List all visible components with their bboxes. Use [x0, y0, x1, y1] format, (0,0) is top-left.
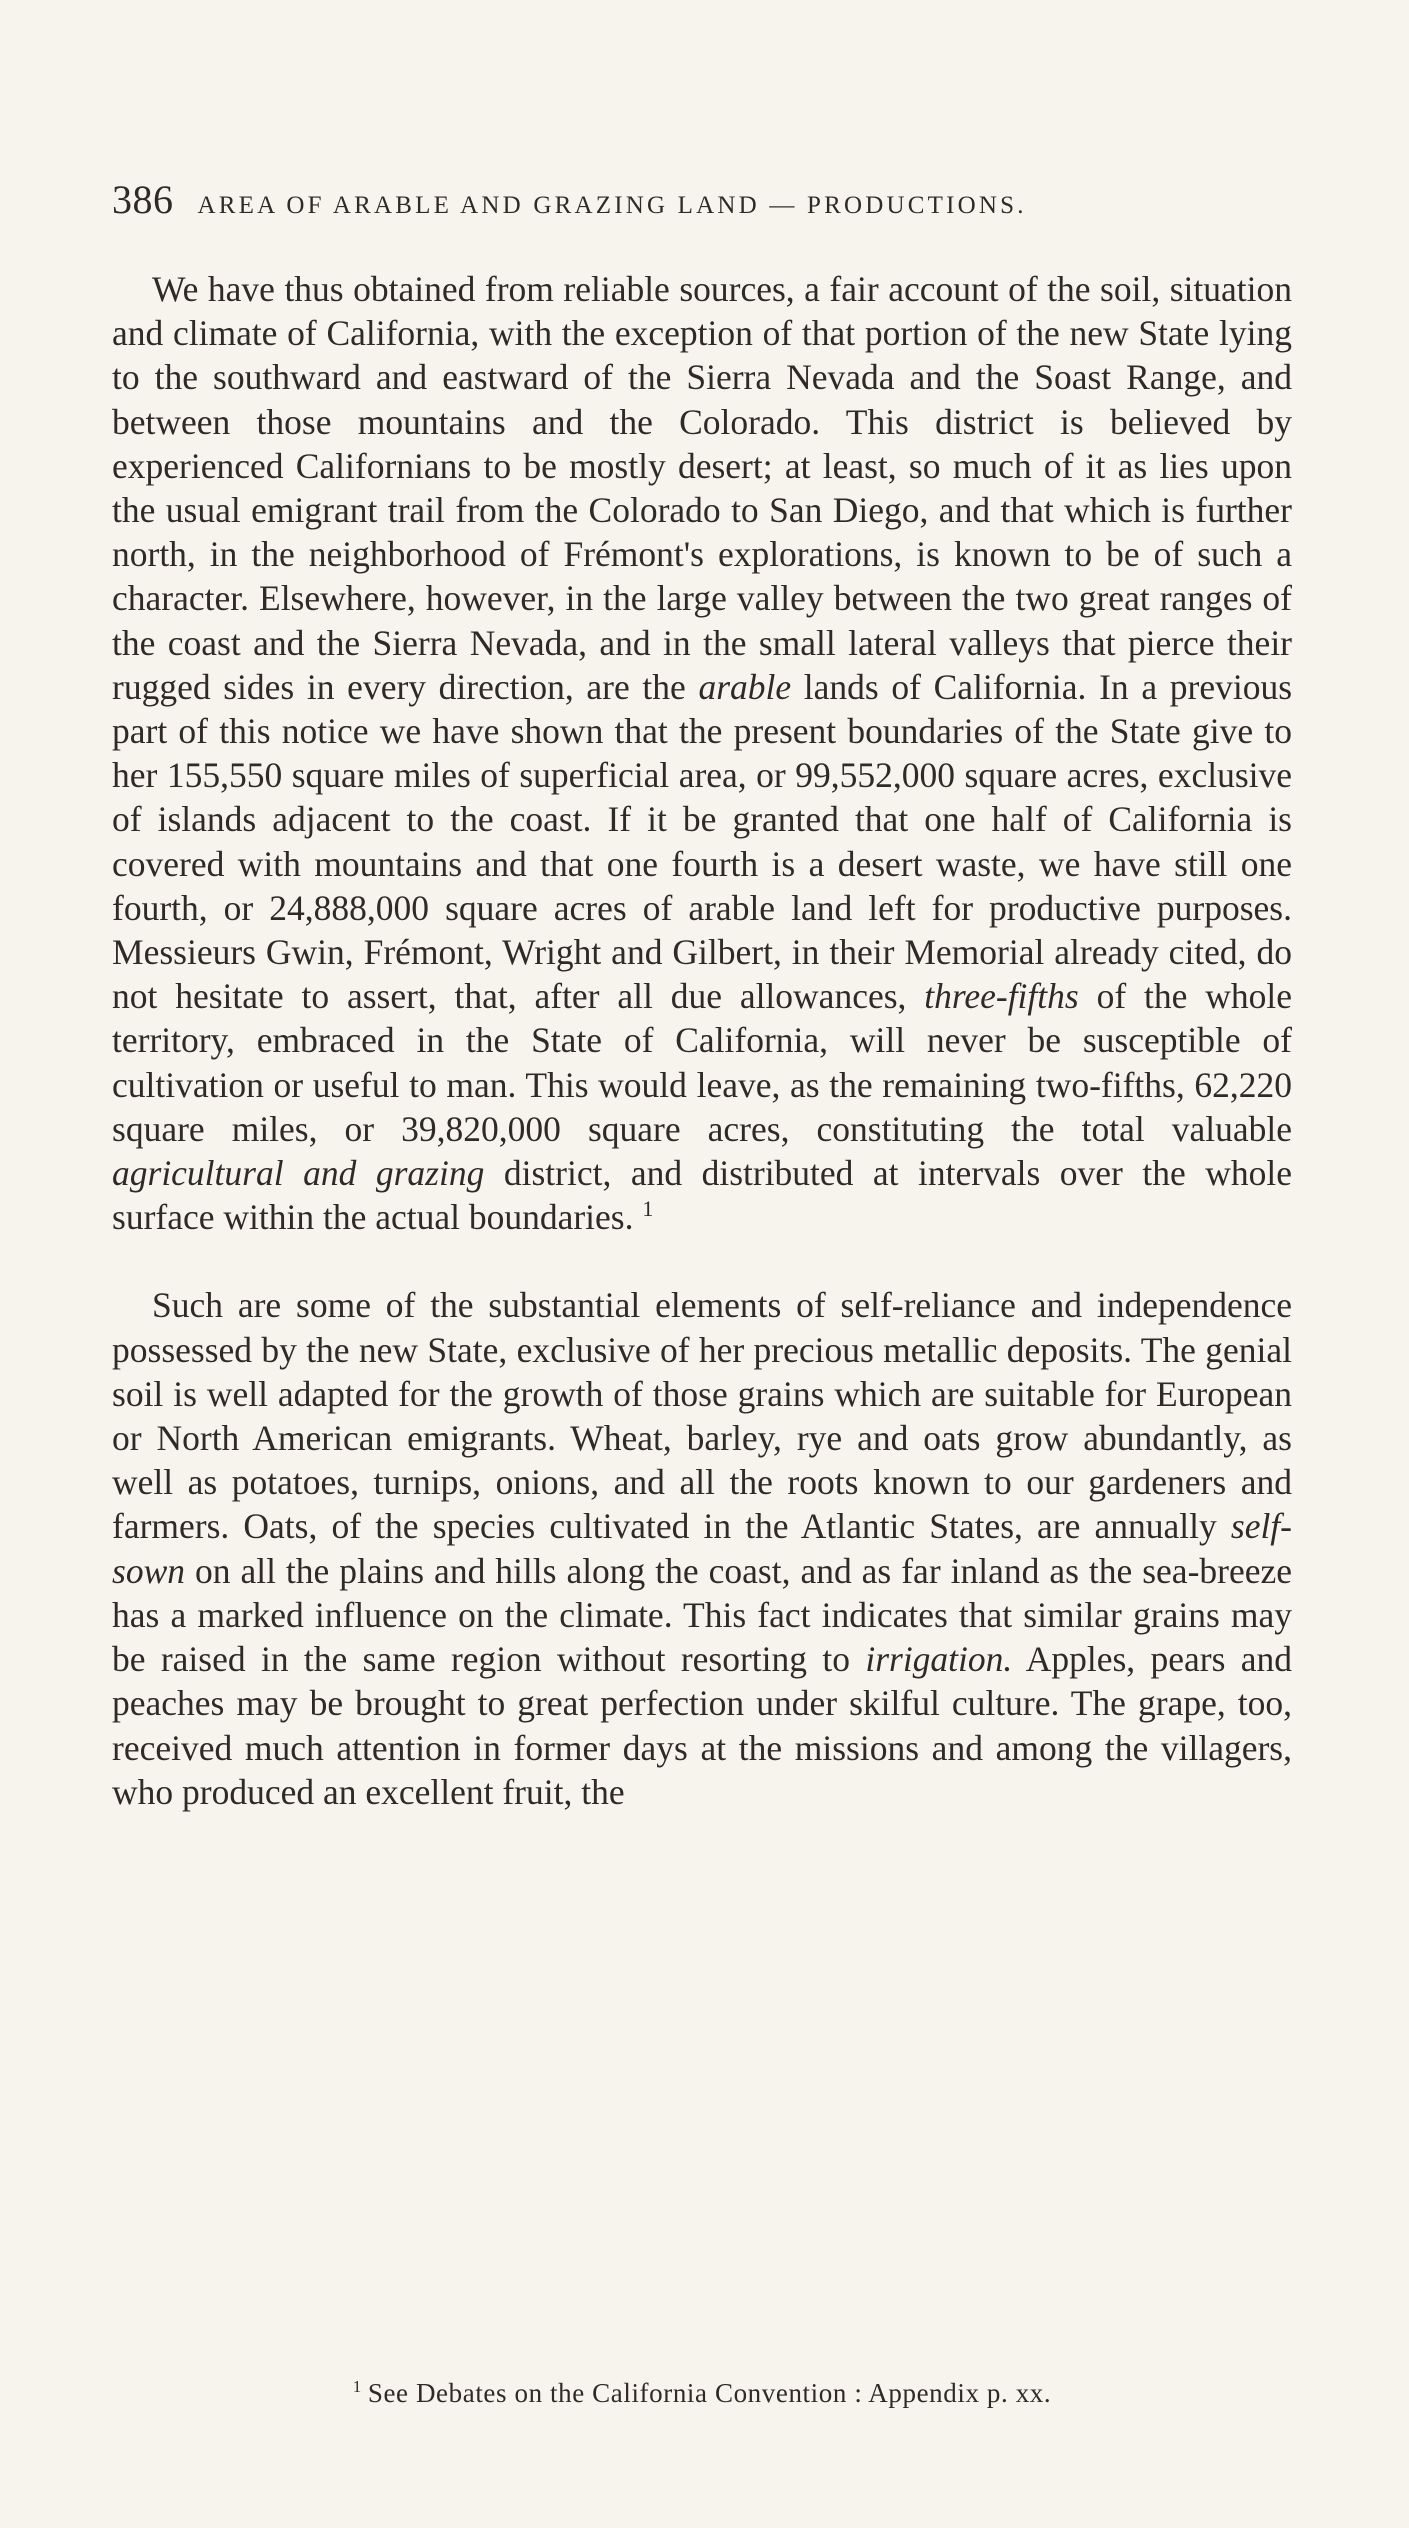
body-text	[112, 267, 1292, 1814]
footnote-mark: 1	[352, 2377, 362, 2396]
footnote-text: See Debates on the California Convention : Appendix p. xx.	[367, 2378, 1052, 2408]
paragraph-1-text-b: lands of California. In a previous part of this notice we have shown that the present boundaries of the State give to her 155,550 square miles of superficial area, or 99,552,000 square acres, exclusive of islands adjacent to the coast. If it be granted that one half of California is covered with mountains and that one fourth is a desert waste, we have still one fourth, or 24,888,000 square acres of arable land left for productive purposes. Messieurs Gwin, Frémont, Wright and Gilbert, in their Memorial already cited, do not hesitate to assert, that, after all due allowances,	[112, 666, 1293, 1017]
running-title: AREA OF ARABLE AND GRAZING LAND — PRODUCTIONS.	[197, 192, 1027, 219]
emphasis-irrigation: irrigation.	[865, 1639, 1013, 1680]
paragraph-1-text-c: of the whole territory, embraced in the State of California, will never be susceptible of cultivation or useful to man. This would leave, as the remaining two-fifths, 62,220 square miles, or 39,820,000 square acres, constituting the total valuable	[112, 976, 1292, 1149]
paragraph-1-text-d: district, and distributed at intervals over the whole surface within the actual boundaries.	[112, 1153, 1292, 1238]
paragraph-2-text-c: Apples, pears and peaches may be brought to great perfection under skilful culture. The grape, too, received much attention in former days at the missions and among the villagers, who produced an excellent fruit, the	[112, 1639, 1292, 1812]
paragraph-2-text-b: on all the plains and hills along the coast, and as far inland as the sea-breeze has a marked influence on the climate. This fact indicates that similar grains may be raised in the same region without resorting to	[112, 1550, 1292, 1680]
footnote-reference: 1	[642, 1196, 654, 1222]
paragraph-1	[112, 267, 1292, 1239]
emphasis-self-sown: self-sown	[112, 1506, 1292, 1591]
emphasis-agricultural-grazing: agricultural and grazing	[112, 1153, 485, 1194]
paragraph-2	[112, 1283, 1292, 1813]
emphasis-three-fifths: three-fifths	[924, 976, 1079, 1017]
emphasis-arable: arable	[698, 666, 792, 707]
page-number: 386	[112, 177, 174, 222]
paragraph-1-text-a: We have thus obtained from reliable sources, a fair account of the soil, situation and climate of California, with the exception of that portion of the new State lying to the southward and eastward of the Sierra Nevada and the Soast Range, and between those mountains and the Colorado. This district is believed by experienced Californians to be mostly desert; at least, so much of it as lies upon the usual emigrant trail from the Colorado to San Diego, and that which is further north, in the neighborhood of Frémont's explorations, is known to be of such a character. Elsewhere, however, in the large valley between the two great ranges of the coast and the Sierra Nevada, and in the small lateral valleys that pierce their rugged sides in every direction, are the	[112, 269, 1292, 707]
footnote	[112, 2378, 1292, 2409]
paragraph-2-text-a: Such are some of the substantial elements of self-reliance and independence possessed by the new State, exclusive of her precious metallic deposits. The genial soil is well adapted for the growth of those grains which are suitable for European or North American emigrants. Wheat, barley, rye and oats grow abundantly, as well as potatoes, turnips, onions, and all the roots known to our gardeners and farmers. Oats, of the species cultivated in the Atlantic States, are annually	[112, 1285, 1292, 1547]
page-header	[112, 176, 1292, 236]
